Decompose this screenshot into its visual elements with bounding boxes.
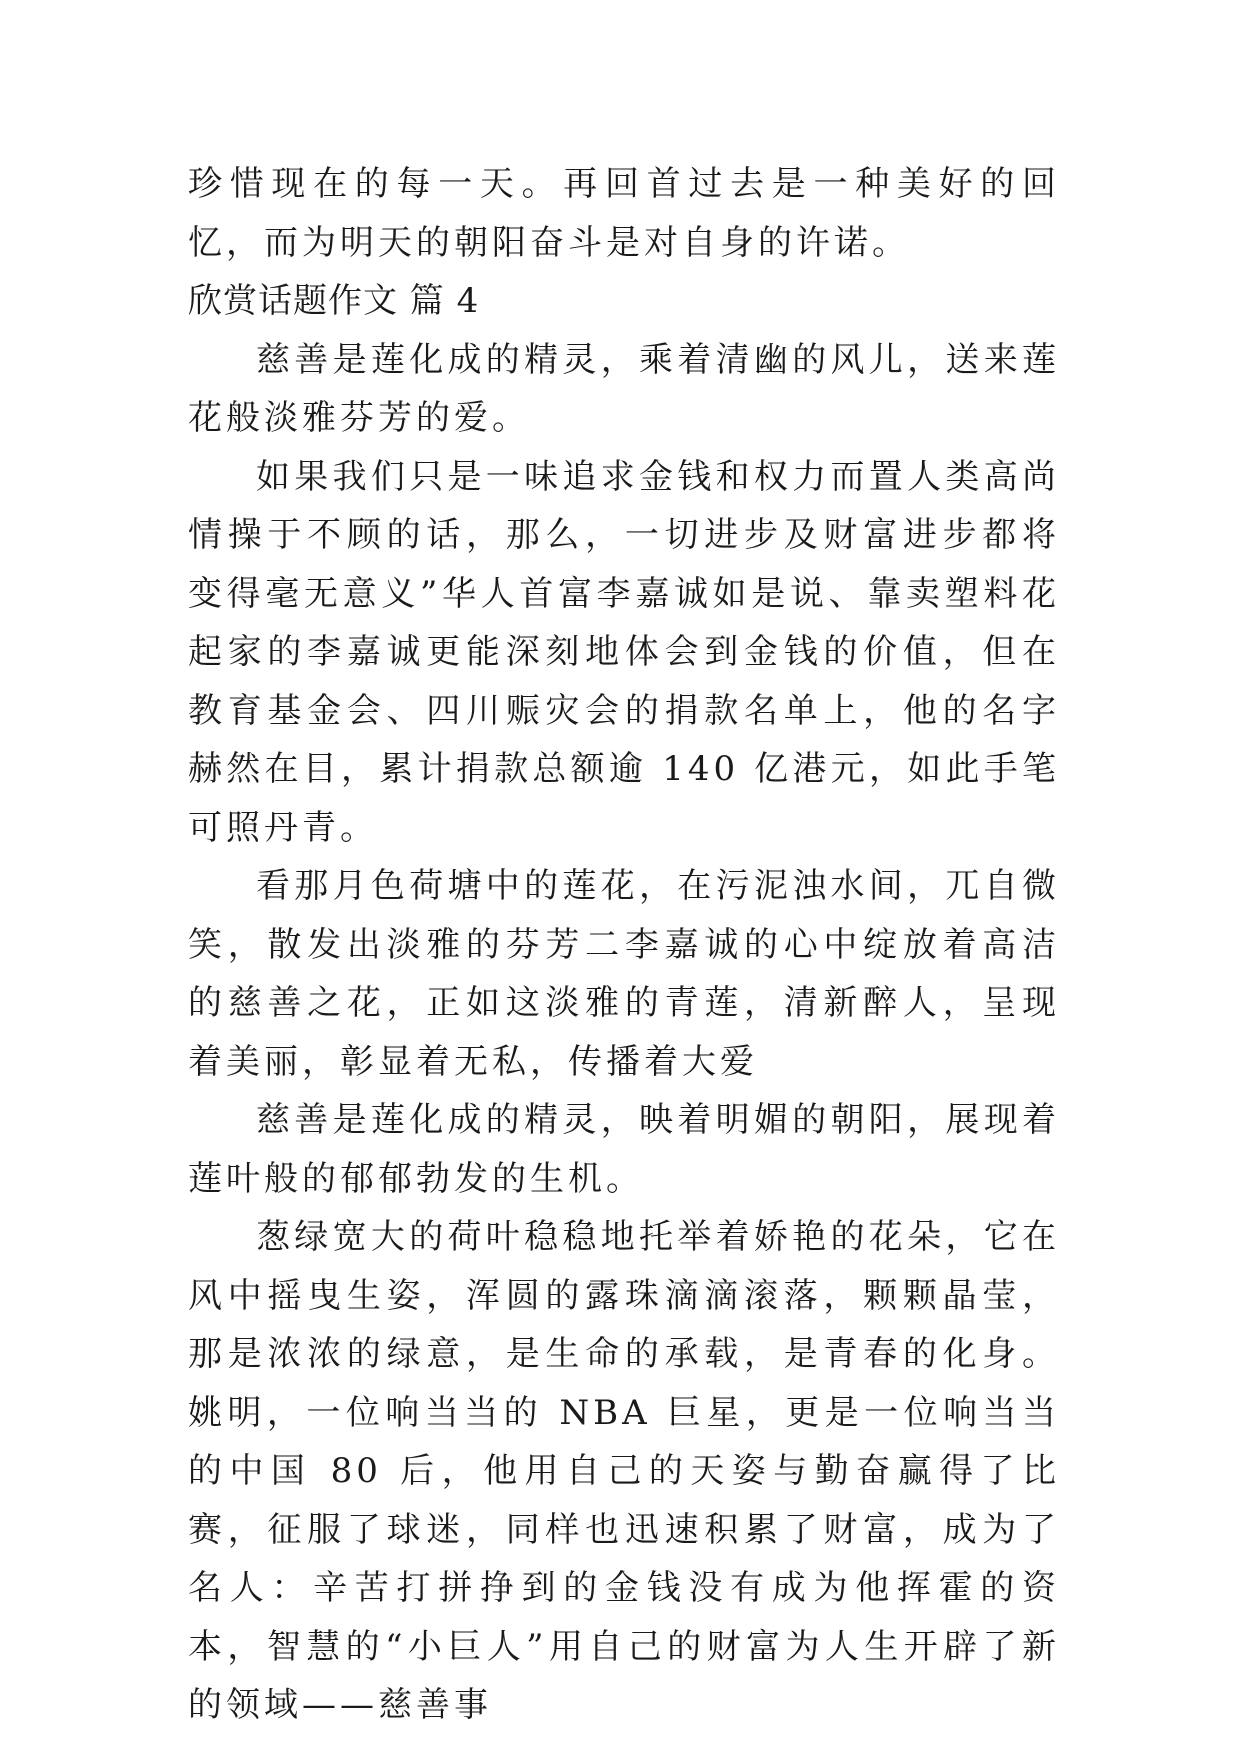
paragraph-5: 葱绿宽大的荷叶稳稳地托举着娇艳的花朵，它在风中摇曳生姿，浑圆的露珠滴滴滚落，颗颗晶莹，那是浓浓的绿意，是生命的承载，是青春的化身。姚明，一位响当当的 NBA 巨星，更是一位响当当的中国 80 后，他用自己的天姿与勤奋赢得了比赛，征服了球迷，同样也迅速积累了财富，成为了名人：辛苦打拼挣到的金钱没有成为他挥霍的资本，智慧的“小巨人”用自己的财富为人生开辟了新的领域——慈善事	[188, 1217, 1060, 1725]
document-body	[188, 155, 1060, 1735]
section-heading: 欣赏话题作文 篇 4	[188, 281, 480, 321]
paragraph-continued: 珍惜现在的每一天。再回首过去是一种美好的回忆，而为明天的朝阳奋斗是对自身的许诺。	[188, 164, 1060, 263]
paragraph-2: 如果我们只是一味追求金钱和权力而置人类高尚情操于不顾的话，那么，一切进步及财富进步都将变得毫无意义”华人首富李嘉诚如是说、靠卖塑料花起家的李嘉诚更能深刻地体会到金钱的价值，但在教育基金会、四川赈灾会的捐款名单上，他的名字赫然在目，累计捐款总额逾 140 亿港元，如此手笔可照丹青。	[188, 456, 1060, 848]
paragraph-3: 看那月色荷塘中的莲花，在污泥浊水间，兀自微笑，散发出淡雅的芬芳二李嘉诚的心中绽放着高洁的慈善之花，正如这淡雅的青莲，清新醉人，呈现着美丽，彰显着无私，传播着大爱	[188, 866, 1060, 1082]
paragraph-4: 慈善是莲化成的精灵，映着明媚的朝阳，展现着莲叶般的郁郁勃发的生机。	[188, 1100, 1060, 1199]
paragraph-1: 慈善是莲化成的精灵，乘着清幽的风儿，送来莲花般淡雅芬芳的爱。	[188, 339, 1060, 438]
